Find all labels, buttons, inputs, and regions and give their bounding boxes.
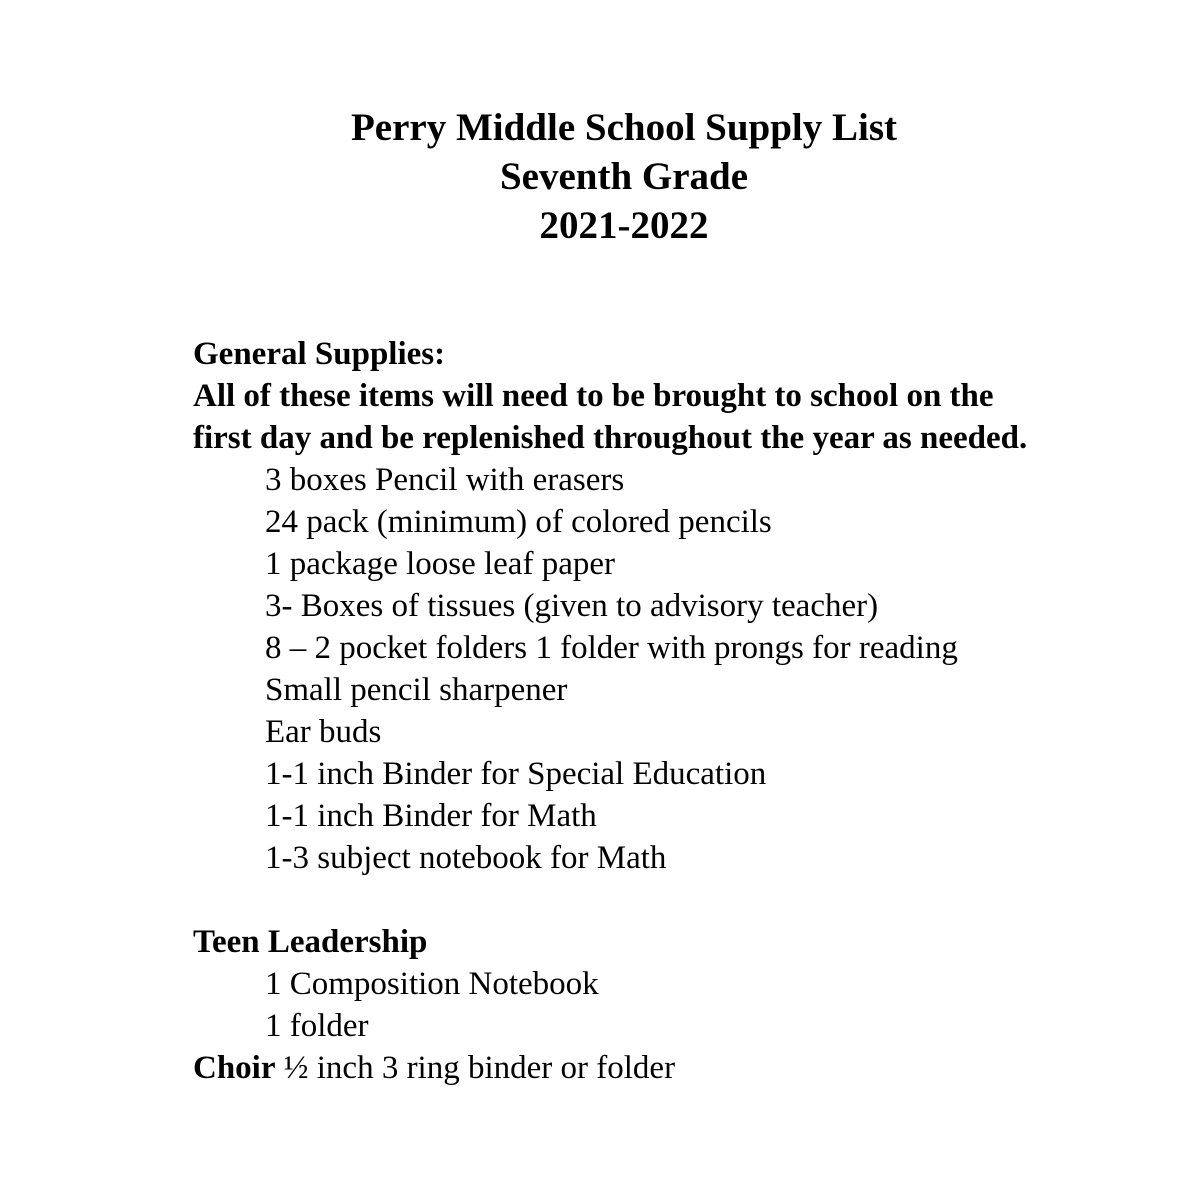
list-item: 1-1 inch Binder for Math bbox=[265, 798, 597, 834]
choir-label: Choir bbox=[193, 1050, 276, 1086]
list-item: 1 package loose leaf paper bbox=[265, 546, 615, 582]
choir-line bbox=[193, 1047, 1153, 1089]
choir-section bbox=[193, 1047, 1153, 1089]
list-item: Ear buds bbox=[265, 714, 382, 750]
document-title: Perry Middle School Supply List bbox=[350, 106, 898, 149]
school-year: 2021-2022 bbox=[539, 204, 709, 247]
list-item: 1-1 inch Binder for Special Education bbox=[265, 756, 767, 792]
list-item: 3- Boxes of tissues (given to advisory teacher) bbox=[265, 588, 879, 624]
list-item: 1-3 subject notebook for Math bbox=[265, 840, 667, 876]
teen-leadership-list bbox=[193, 963, 1153, 1047]
list-item: 8 – 2 pocket folders 1 folder with prongs for reading bbox=[265, 630, 958, 666]
list-item: 24 pack (minimum) of colored pencils bbox=[265, 504, 772, 540]
section-spacer bbox=[193, 879, 1153, 921]
choir-requirement: ½ inch 3 ring binder or folder bbox=[283, 1050, 676, 1086]
supply-content bbox=[193, 333, 1153, 1089]
general-supplies-heading: General Supplies: bbox=[193, 336, 446, 372]
list-item: 3 boxes Pencil with erasers bbox=[265, 462, 625, 498]
teen-leadership-heading: Teen Leadership bbox=[193, 924, 428, 960]
general-supplies-section bbox=[193, 333, 1153, 879]
general-supplies-list bbox=[193, 459, 1153, 879]
title-block bbox=[0, 103, 1200, 250]
list-item: Small pencil sharpener bbox=[265, 672, 568, 708]
general-supplies-instructions: All of these items will need to be brought to school on the first day and be replenished throughout the year as needed. bbox=[193, 378, 1028, 456]
list-item: 1 Composition Notebook bbox=[265, 966, 599, 1002]
teen-leadership-section bbox=[193, 921, 1153, 1047]
grade-level: Seventh Grade bbox=[499, 155, 749, 198]
list-item: 1 folder bbox=[265, 1008, 369, 1044]
